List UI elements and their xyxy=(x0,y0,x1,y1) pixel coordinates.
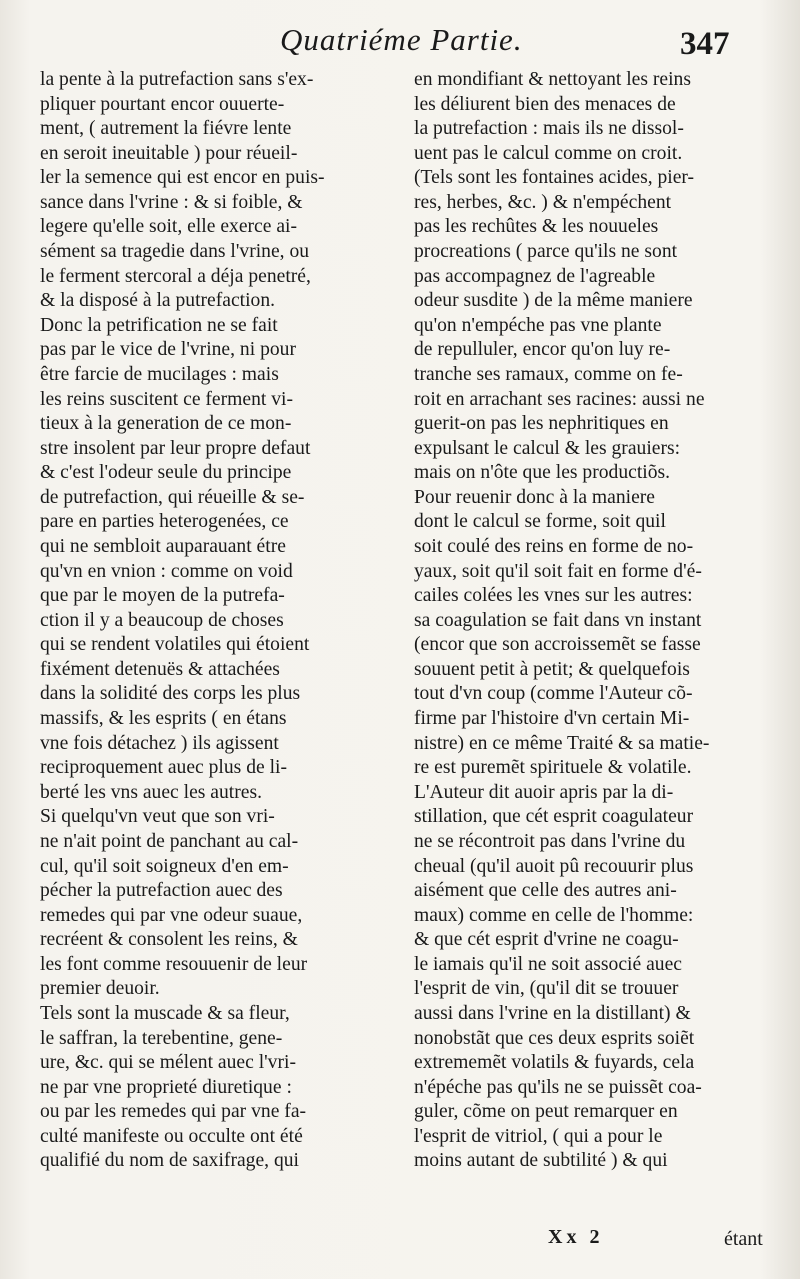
text-line: cailes colées les vnes sur les autres: xyxy=(414,585,693,607)
text-line: l'esprit de vin, (qu'il dit se trouuer xyxy=(414,978,679,1000)
text-line: les font comme resouuenir de leur xyxy=(40,953,308,975)
text-line: odeur susdite ) de la même maniere xyxy=(414,290,693,312)
text-line: ure, &c. qui se mélent auec l'vri- xyxy=(40,1052,296,1074)
text-line: nistre) en ce même Traité & sa matie- xyxy=(414,732,710,754)
text-line: pas les rechûtes & les nouueles xyxy=(414,216,659,238)
text-line: pécher la putrefaction auec des xyxy=(40,880,283,902)
text-line: aussi dans l'vrine en la distillant) & xyxy=(414,1002,691,1024)
text-line: ne par vne proprieté diuretique : xyxy=(40,1076,292,1098)
page-footer xyxy=(0,1226,800,1256)
text-line: tieux à la generation de ce mon- xyxy=(40,413,292,435)
text-line: & c'est l'odeur seule du principe xyxy=(40,462,292,484)
text-line: de putrefaction, qui réueille & se- xyxy=(40,486,305,508)
text-line: sance dans l'vrine : & si foible, & xyxy=(40,191,303,213)
text-line: guerit-on pas les nephritiques en xyxy=(414,413,669,435)
text-line: (Tels sont les fontaines acides, pier- xyxy=(414,167,695,189)
text-line: pas par le vice de l'vrine, ni pour xyxy=(40,339,296,361)
running-head: Quatriéme Partie. xyxy=(280,22,523,57)
text-line: sa coagulation se fait dans vn instant xyxy=(414,609,702,631)
text-line: le iamais qu'il ne soit associé auec xyxy=(414,953,682,975)
signature-mark: Xx 2 xyxy=(548,1226,604,1248)
text-line: pas accompagnez de l'agreable xyxy=(414,265,656,287)
page-number: 347 xyxy=(680,26,730,62)
text-line: ction il y a beaucoup de choses xyxy=(40,609,284,631)
text-line: souuent petit à petit; & quelquefois xyxy=(414,658,690,680)
left-text-column xyxy=(40,68,392,1174)
right-text-column xyxy=(414,68,766,1174)
text-line: stre insolent par leur propre defaut xyxy=(40,437,311,459)
text-line: mais on n'ôte que les productiõs. xyxy=(414,462,671,484)
text-line: ou par les remedes qui par vne fa- xyxy=(40,1101,307,1123)
text-line: premier deuoir. xyxy=(40,978,160,1000)
text-line: ne n'ait point de panchant au cal- xyxy=(40,830,299,852)
text-line: la pente à la putrefaction sans s'ex- xyxy=(40,69,314,90)
text-line: le saffran, la terebentine, gene- xyxy=(40,1027,283,1049)
text-line: ler la semence qui est encor en puis- xyxy=(40,167,325,189)
text-line: Si quelqu'vn veut que son vri- xyxy=(40,806,275,828)
text-line: pare en parties heterogenées, ce xyxy=(40,511,289,533)
text-line: berté les vns auec les autres. xyxy=(40,781,262,803)
text-line: dans la solidité des corps les plus xyxy=(40,683,301,705)
text-line: & la disposé à la putrefaction. xyxy=(40,290,276,312)
text-line: l'esprit de vitriol, ( qui a pour le xyxy=(414,1125,663,1147)
text-line: culté manifeste ou occulte ont été xyxy=(40,1125,303,1147)
text-line: aisément que celle des autres ani- xyxy=(414,880,677,902)
text-line: recréent & consolent les reins, & xyxy=(40,929,298,951)
text-line: Donc la petrification ne se fait xyxy=(40,314,278,336)
text-line: procreations ( parce qu'ils ne sont xyxy=(414,241,678,263)
text-line: qualifié du nom de saxifrage, qui xyxy=(40,1150,299,1172)
text-line: ment, ( autrement la fiévre lente xyxy=(40,118,292,140)
text-line: qui se rendent volatiles qui étoient xyxy=(40,634,310,656)
catchword: étant xyxy=(724,1228,763,1250)
text-line: dont le calcul se forme, soit quil xyxy=(414,511,666,533)
text-line: reciproquement auec plus de li- xyxy=(40,757,287,779)
text-line: de repulluler, encor qu'on luy re- xyxy=(414,339,671,361)
text-line: pliquer pourtant encor ouuerte- xyxy=(40,93,285,115)
text-line: nonobstãt que ces deux esprits soiẽt xyxy=(414,1027,695,1049)
text-line: la putrefaction : mais ils ne dissol- xyxy=(414,118,684,140)
text-line: (encor que son accroissemẽt se fasse xyxy=(414,634,701,656)
text-line: & que cét esprit d'vrine ne coagu- xyxy=(414,929,679,951)
text-line: remedes qui par vne odeur suaue, xyxy=(40,904,303,926)
text-line: qu'on n'empéche pas vne plante xyxy=(414,314,662,336)
text-line: extrememẽt volatils & fuyards, cela xyxy=(414,1052,695,1074)
text-line: vne fois détachez ) ils agissent xyxy=(40,732,279,754)
text-line: n'épéche pas qu'ils ne se puissẽt coa- xyxy=(414,1076,702,1098)
text-line: les reins suscitent ce ferment vi- xyxy=(40,388,293,410)
text-line: res, herbes, &c. ) & n'empéchent xyxy=(414,191,672,213)
text-line: L'Auteur dit auoir apris par la di- xyxy=(414,781,674,803)
text-line: Tels sont la muscade & sa fleur, xyxy=(40,1002,290,1024)
text-line: en seroit ineuitable ) pour réueil- xyxy=(40,142,298,164)
text-line: yaux, soit qu'il soit fait en forme d'é- xyxy=(414,560,702,582)
text-line: legere qu'elle soit, elle exerce ai- xyxy=(40,216,298,238)
text-line: massifs, & les esprits ( en étans xyxy=(40,708,287,730)
text-line: expulsant le calcul & les grauiers: xyxy=(414,437,681,459)
text-line: tout d'vn coup (comme l'Auteur cõ- xyxy=(414,683,693,705)
text-line: tranche ses ramaux, comme on fe- xyxy=(414,363,683,385)
text-line: que par le moyen de la putrefa- xyxy=(40,585,285,607)
text-line: stillation, que cét esprit coagulateur xyxy=(414,806,694,828)
text-line: le ferment stercoral a déja penetré, xyxy=(40,265,311,287)
text-line: re est puremẽt spirituele & volatile. xyxy=(414,757,692,779)
text-line: cul, qu'il soit soigneux d'en em- xyxy=(40,855,289,877)
text-line: les déliurent bien des menaces de xyxy=(414,93,676,115)
text-line: firme par l'histoire d'vn certain Mi- xyxy=(414,708,690,730)
text-line: maux) comme en celle de l'homme: xyxy=(414,904,694,926)
text-line: roit en arrachant ses racines: aussi ne xyxy=(414,388,705,410)
text-line: uent pas le calcul comme on croit. xyxy=(414,142,683,164)
text-line: soit coulé des reins en forme de no- xyxy=(414,535,694,557)
text-line: Pour reuenir donc à la maniere xyxy=(414,486,656,508)
text-line: qui ne sembloit auparauant étre xyxy=(40,535,286,557)
text-line: moins autant de subtilité ) & qui xyxy=(414,1150,668,1172)
text-line: qu'vn en vnion : comme on void xyxy=(40,560,293,582)
text-line: cheual (qu'il auoit pû recouurir plus xyxy=(414,855,694,877)
text-line: ne se récontroit pas dans l'vrine du xyxy=(414,830,686,852)
text-line: fixément detenuës & attachées xyxy=(40,658,280,680)
text-line: en mondifiant & nettoyant les reins xyxy=(414,69,691,90)
text-line: être farcie de mucilages : mais xyxy=(40,363,279,385)
text-line: guler, cõme on peut remarquer en xyxy=(414,1101,678,1123)
text-line: sément sa tragedie dans l'vrine, ou xyxy=(40,241,310,263)
